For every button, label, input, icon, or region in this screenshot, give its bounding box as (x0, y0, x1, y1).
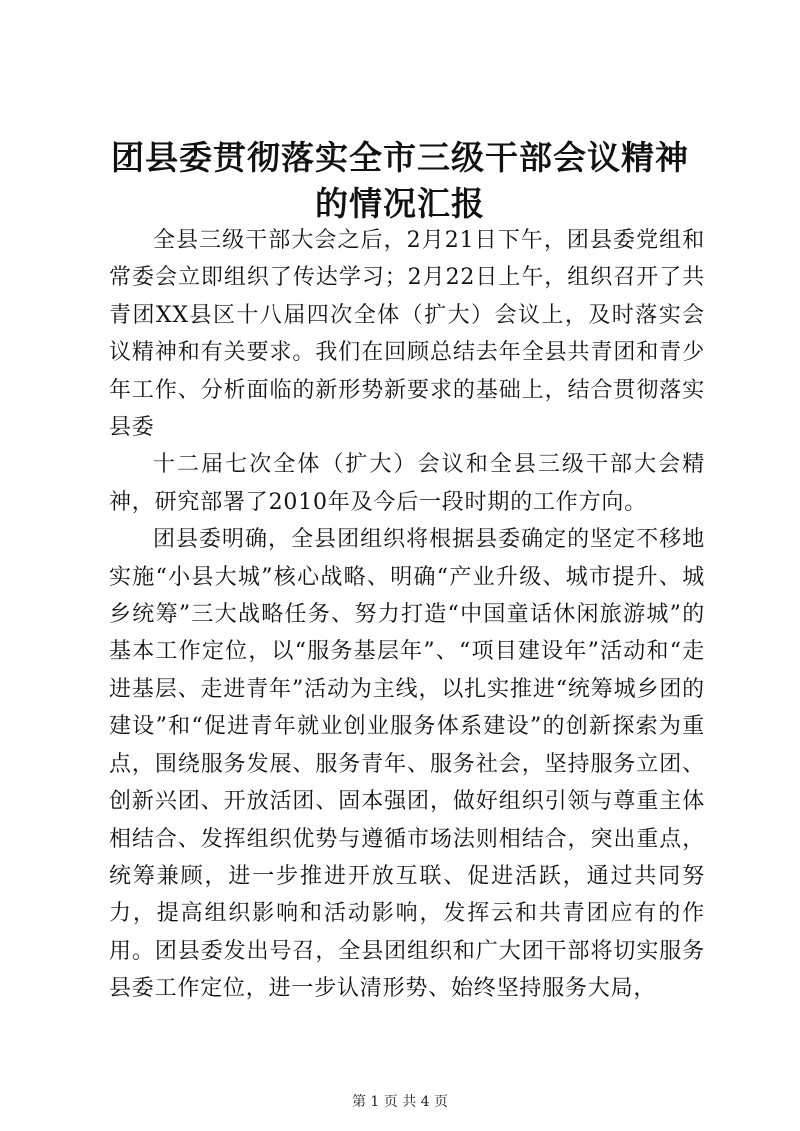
page-number-footer: 第 1 页 共 4 页 (351, 1094, 449, 1110)
document-title: 团县委贯彻落实全市三级干部会议精神的情况汇报 (111, 138, 689, 223)
paragraph-1: 全县三级干部大会之后，2月21日下午，团县委党组和常委会立即组织了传达学习；2月22日上午，组织召开了共青团XX县区十八届四次全体（扩大）会议上，及时落实会议精神和有关要求。我们在回顾总结去年全县共青团和青少年工作、分析面临的新形势新要求的基础上，结合贯彻落实县委 (109, 228, 705, 441)
document-body (109, 222, 705, 1008)
paragraph-3: 团县委明确，全县团组织将根据县委确定的坚定不移地实施“小县大城”核心战略、明确“产业升级、城市提升、城乡统筹”三大战略任务、努力打造“中国童话休闲旅游城”的基本工作定位，以“服务基层年”、“项目建设年”活动和“走进基层、走进青年”活动为主线，以扎实推进“统筹城乡团的建设”和“促进青年就业创业服务体系建设”的创新探索为重点，围绕服务发展、服务青年、服务社会，坚持服务立团、创新兴团、开放活团、固本强团，做好组织引领与尊重主体相结合、发挥组织优势与遵循市场法则相结合，突出重点，统筹兼顾，进一步推进开放互联、促进活跃，通过共同努力，提高组织影响和活动影响，发挥云和共青团应有的作用。团县委发出号召，全县团组织和广大团干部将切实服务县委工作定位，进一步认清形势、始终坚持服务大局， (109, 527, 705, 1002)
paragraph-2: 十二届七次全体（扩大）会议和全县三级干部大会精神，研究部署了2010年及今后一段时期的工作方向。 (109, 452, 705, 515)
